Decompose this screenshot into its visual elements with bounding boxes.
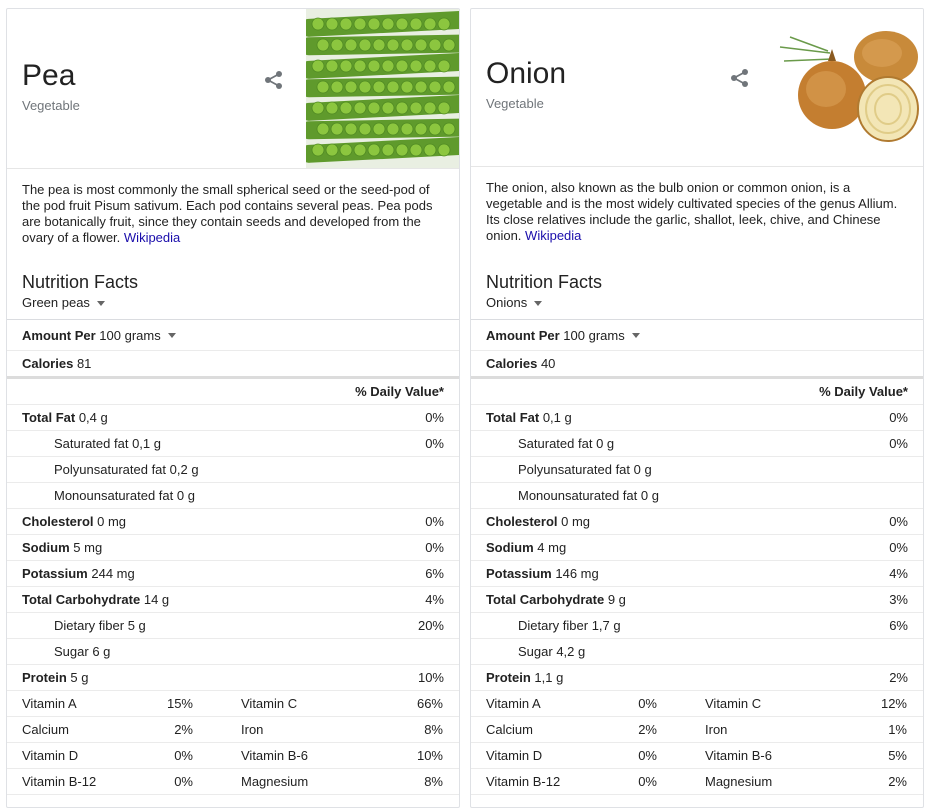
nutrient-amount: 6 g	[92, 644, 111, 659]
nutrient-row	[7, 535, 459, 561]
wikipedia-link[interactable]: Wikipedia	[123, 230, 181, 245]
vitamin-name: Vitamin B-12	[486, 774, 561, 789]
nutrient-row	[471, 639, 923, 665]
calories-row: Calories 40	[471, 351, 923, 379]
vitamin-name: Vitamin C	[241, 696, 298, 711]
vitamin-name: Vitamin B-6	[241, 748, 308, 763]
vitamin-percent: 2%	[638, 722, 657, 737]
wikipedia-link[interactable]: Wikipedia	[525, 228, 582, 243]
nutrient-amount: 5 mg	[73, 540, 103, 555]
caret-down-icon	[168, 333, 176, 338]
vitamin-percent: 0%	[174, 748, 193, 763]
nutrient-label: Potassium	[22, 566, 88, 581]
knowledge-card-onion	[470, 8, 924, 808]
vitamin-percent: 0%	[174, 774, 193, 789]
vitamin-row	[471, 743, 923, 769]
variety-dropdown[interactable]: Green peas	[7, 293, 459, 313]
nutrient-row	[7, 561, 459, 587]
vitamin-row	[7, 769, 459, 795]
vitamin-name: Magnesium	[705, 774, 773, 789]
nutrient-label: Dietary fiber	[54, 618, 125, 633]
daily-value-percent: 10%	[417, 670, 444, 685]
vitamin-percent: 66%	[416, 696, 443, 711]
nutrient-label: Saturated fat	[518, 436, 593, 451]
nutrient-amount: 1,7 g	[591, 618, 621, 633]
onion-image[interactable]	[770, 9, 923, 166]
caret-down-icon	[632, 333, 640, 338]
nutrient-rows	[7, 405, 459, 691]
vitamin-row	[471, 717, 923, 743]
nutrient-row	[7, 457, 459, 483]
vitamin-row	[471, 769, 923, 795]
daily-value-percent: 0%	[425, 540, 444, 555]
nutrient-label: Potassium	[486, 566, 552, 581]
vitamin-percent: 8%	[424, 722, 443, 737]
vitamin-name: Vitamin A	[486, 696, 541, 711]
nutrition-table	[471, 319, 923, 795]
nutrient-label: Cholesterol	[22, 514, 94, 529]
daily-value-percent: 0%	[889, 514, 908, 529]
vitamin-percent: 0%	[638, 696, 657, 711]
daily-value-percent: 4%	[889, 566, 908, 581]
share-icon[interactable]	[264, 70, 284, 90]
nutrient-row	[7, 405, 459, 431]
daily-value-percent: 0%	[425, 410, 444, 425]
nutrient-row	[7, 509, 459, 535]
nutrient-row	[471, 587, 923, 613]
vitamin-name: Vitamin D	[22, 748, 79, 763]
vitamin-percent: 0%	[638, 748, 657, 763]
nutrient-row	[471, 561, 923, 587]
nutrient-label: Total Fat	[486, 410, 540, 425]
nutrient-amount: 1,1 g	[534, 670, 564, 685]
nutrient-label: Total Carbohydrate	[22, 592, 141, 607]
calories-row: Calories 81	[7, 351, 459, 379]
nutrient-label: Sugar	[54, 644, 89, 659]
nutrient-label: Polyunsaturated fat	[518, 462, 631, 477]
nutrient-label: Protein	[486, 670, 531, 685]
knowledge-card-pea	[6, 8, 460, 808]
daily-value-header: % Daily Value*	[7, 379, 459, 405]
share-icon[interactable]	[730, 68, 750, 88]
nutrition-facts-title: Nutrition Facts	[486, 272, 603, 292]
nutrient-row	[7, 587, 459, 613]
vitamin-percent: 8%	[424, 774, 443, 789]
nutrient-row	[471, 613, 923, 639]
vitamin-rows	[7, 691, 459, 795]
vitamin-percent: 2%	[888, 774, 907, 789]
nutrient-label: Polyunsaturated fat	[54, 462, 167, 477]
daily-value-percent: 20%	[417, 618, 444, 633]
vitamin-name: Iron	[705, 722, 728, 737]
caret-down-icon	[97, 301, 105, 306]
nutrient-row	[7, 639, 459, 665]
nutrient-row	[471, 431, 923, 457]
daily-value-percent: 4%	[425, 592, 444, 607]
nutrient-amount: 0,1 g	[542, 410, 572, 425]
card-header	[7, 9, 459, 169]
vitamin-name: Vitamin C	[705, 696, 762, 711]
nutrient-label: Total Fat	[22, 410, 76, 425]
nutrient-row	[471, 457, 923, 483]
nutrient-amount: 244 mg	[91, 566, 135, 581]
nutrient-row	[7, 431, 459, 457]
nutrient-amount: 0,1 g	[132, 436, 161, 451]
nutrient-amount: 0 g	[633, 462, 652, 477]
nutrient-amount: 4 mg	[537, 540, 567, 555]
daily-value-percent: 0%	[425, 436, 444, 451]
vitamin-percent: 10%	[416, 748, 443, 763]
nutrient-label: Sodium	[486, 540, 534, 555]
nutrient-row	[471, 405, 923, 431]
nutrient-row	[471, 665, 923, 691]
vitamin-percent: 2%	[174, 722, 193, 737]
nutrient-amount: 0,4 g	[78, 410, 108, 425]
nutrient-amount: 9 g	[607, 592, 626, 607]
pea-pods-image[interactable]	[306, 9, 459, 168]
vitamin-percent: 0%	[638, 774, 657, 789]
card-header	[471, 9, 923, 167]
nutrient-label: Total Carbohydrate	[486, 592, 605, 607]
nutrient-amount: 146 mg	[555, 566, 599, 581]
vitamin-name: Vitamin B-12	[22, 774, 97, 789]
nutrient-row	[7, 665, 459, 691]
nutrient-rows	[471, 405, 923, 691]
amount-per-dropdown[interactable]: Amount Per 100 grams	[7, 320, 459, 351]
card-subtitle: Vegetable	[22, 98, 80, 113]
vitamin-name: Calcium	[22, 722, 69, 737]
vitamin-rows	[471, 691, 923, 795]
nutrient-amount: 0 mg	[97, 514, 127, 529]
card-title: Onion	[486, 57, 567, 90]
nutrient-label: Monounsaturated fat	[54, 488, 174, 503]
nutrient-label: Protein	[22, 670, 67, 685]
vitamin-row	[471, 691, 923, 717]
daily-value-percent: 6%	[425, 566, 444, 581]
nutrient-amount: 0 g	[596, 436, 615, 451]
card-title: Pea	[22, 59, 76, 92]
vitamin-percent: 15%	[166, 696, 193, 711]
nutrient-row	[7, 483, 459, 509]
nutrition-facts-title: Nutrition Facts	[22, 272, 139, 292]
vitamin-name: Magnesium	[241, 774, 309, 789]
card-subtitle: Vegetable	[486, 96, 544, 111]
nutrient-label: Sodium	[22, 540, 70, 555]
nutrient-row	[471, 509, 923, 535]
nutrient-amount: 4,2 g	[556, 644, 586, 659]
vitamin-name: Iron	[241, 722, 264, 737]
card-description: The pea is most commonly the small spherical seed or the seed-pod of the pod fruit Pisum sativum. Each pod contains several peas. Pea pods are botanically fruit, since they contain seeds and developed from the ovary of a flower. Wikipedia	[22, 182, 433, 245]
nutrient-amount: 14 g	[143, 592, 170, 607]
nutrient-label: Dietary fiber	[518, 618, 589, 633]
daily-value-percent: 2%	[889, 670, 908, 685]
vitamin-row	[7, 691, 459, 717]
variety-dropdown[interactable]: Onions	[471, 293, 923, 313]
nutrient-row	[7, 613, 459, 639]
daily-value-percent: 0%	[889, 436, 908, 451]
vitamin-percent: 12%	[880, 696, 907, 711]
vitamin-name: Calcium	[486, 722, 533, 737]
daily-value-header: % Daily Value*	[471, 379, 923, 405]
vitamin-percent: 5%	[888, 748, 907, 763]
amount-per-dropdown[interactable]: Amount Per 100 grams	[471, 320, 923, 351]
nutrient-label: Monounsaturated fat	[518, 488, 638, 503]
caret-down-icon	[534, 301, 542, 306]
nutrient-label: Saturated fat	[54, 436, 129, 451]
nutrient-amount: 0 g	[176, 488, 195, 503]
vitamin-row	[7, 717, 459, 743]
nutrition-table	[7, 319, 459, 795]
nutrient-amount: 5 g	[70, 670, 89, 685]
daily-value-percent: 0%	[425, 514, 444, 529]
vitamin-row	[7, 743, 459, 769]
vitamin-name: Vitamin D	[486, 748, 543, 763]
daily-value-percent: 0%	[889, 540, 908, 555]
nutrient-amount: 5 g	[127, 618, 146, 633]
nutrient-label: Cholesterol	[486, 514, 558, 529]
nutrient-amount: 0,2 g	[169, 462, 199, 477]
nutrient-label: Sugar	[518, 644, 553, 659]
daily-value-percent: 3%	[889, 592, 908, 607]
daily-value-percent: 0%	[889, 410, 908, 425]
nutrient-row	[471, 483, 923, 509]
vitamin-percent: 1%	[888, 722, 907, 737]
card-description: The onion, also known as the bulb onion or common onion, is a vegetable and is the most widely cultivated species of the genus Allium. Its close relatives include the garlic, shallot, leek, chive, and Chinese onion. Wikipedia	[486, 180, 898, 243]
vitamin-name: Vitamin A	[22, 696, 77, 711]
nutrient-amount: 0 g	[640, 488, 659, 503]
daily-value-percent: 6%	[889, 618, 908, 633]
nutrient-amount: 0 mg	[561, 514, 591, 529]
nutrient-row	[471, 535, 923, 561]
vitamin-name: Vitamin B-6	[705, 748, 772, 763]
